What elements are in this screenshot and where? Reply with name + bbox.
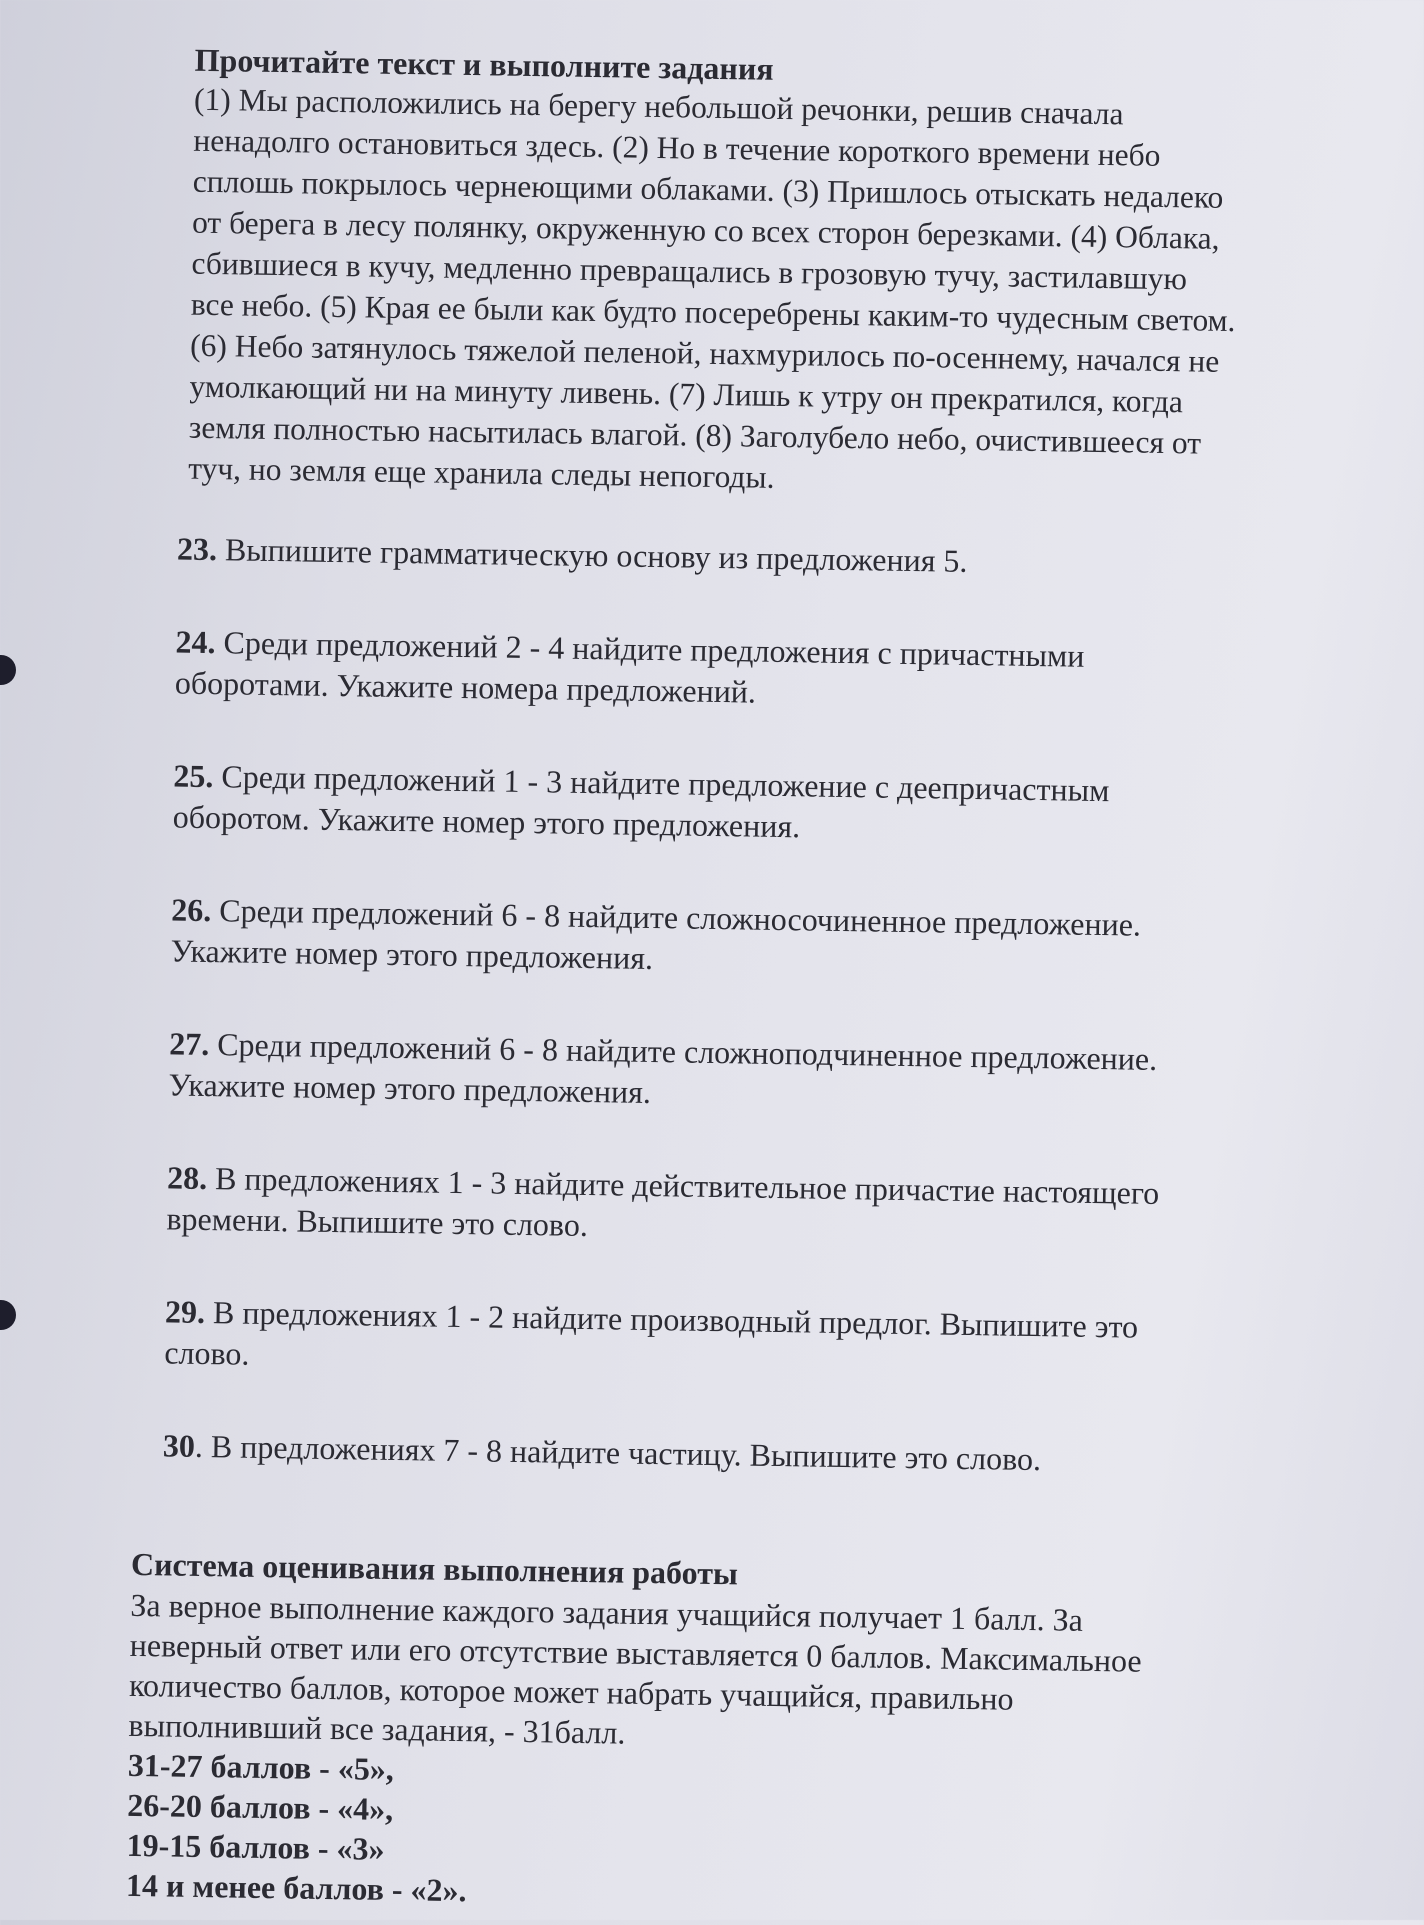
grading-line: количество баллов, которое может набрать учащийся, правильно (128, 1666, 1014, 1717)
passage-line: (1) Мы расположились на берегу небольшой речонки, решив сначала (193, 81, 1124, 132)
task-text: Укажите номер этого предложения. (168, 1066, 652, 1110)
task-number: 26. (171, 891, 212, 929)
passage-line: земля полностью насытилась влагой. (8) Заголубело небо, очистившееся от (188, 409, 1202, 461)
task-number: 27. (168, 1025, 210, 1063)
grade-scale-item: 19-15 баллов - «3» (126, 1826, 385, 1867)
task-24 (175, 621, 1406, 722)
task-text: Среди предложений 6 - 8 найдите сложноподчиненное предложение. (208, 1026, 1158, 1077)
passage-line: от берега в лесу полянку, окруженную со всех сторон березками. (4) Облака, (191, 204, 1220, 256)
grade-scale-item: 31-27 баллов - «5», (127, 1746, 395, 1788)
passage-line: туч, но земля еще хранила следы непогоды. (188, 450, 775, 495)
worksheet-page (121, 40, 1400, 1919)
task-text: Среди предложений 6 - 8 найдите сложносочиненное предложение. (211, 892, 1142, 943)
task-number: 25. (173, 757, 214, 795)
task-number: 30 (162, 1427, 196, 1464)
passage-line: все небо. (5) Края ее были как будто посеребрены каким-то чудесным светом. (190, 286, 1236, 339)
task-number: 29. (164, 1293, 206, 1331)
task-text: Выпишите грамматическую основу из предложения 5. (216, 531, 968, 579)
task-28 (166, 1157, 1397, 1258)
passage-heading: Прочитайте текст и выполните задания (194, 41, 774, 87)
passage-line: сбившиеся в кучу, медленно превращались в грозовую тучу, застилавшую (191, 245, 1188, 297)
task-text: В предложениях 1 - 2 найдите производный предлог. Выпишите это (204, 1294, 1139, 1345)
task-25 (172, 755, 1403, 856)
task-text: Среди предложений 2 - 4 найдите предложения с причастными (215, 624, 1085, 674)
grading-heading: Система оценивания выполнения работы (130, 1545, 739, 1592)
passage-line: сплошь покрылось чернеющими облаками. (3) Пришлось отыскать недалеко (192, 163, 1224, 215)
task-text: слово. (164, 1334, 250, 1372)
task-text: оборотом. Укажите номер этого предложения. (172, 798, 801, 845)
task-list (162, 528, 1407, 1537)
task-23 (177, 528, 1407, 588)
task-text: времени. Выпишите это слово. (166, 1200, 589, 1244)
task-text: оборотами. Укажите номера предложений. (174, 664, 757, 710)
grading-line: неверный ответ или его отсутствие выставляется 0 баллов. Максимальное (129, 1626, 1142, 1679)
passage-line: ненадолго остановиться здесь. (2) Но в течение короткого времени небо (193, 122, 1161, 173)
grade-scale-item: 14 и менее баллов - «2». (125, 1866, 467, 1909)
task-30 (163, 1425, 1393, 1485)
task-number: 23. (176, 530, 218, 568)
passage-line: (6) Небо затянулось тяжелой пеленой, нахмурилось по-осеннему, начался не (189, 327, 1220, 379)
grading-section (126, 1545, 1362, 1924)
task-number: 24. (175, 623, 216, 661)
binder-hole-bottom (0, 1300, 16, 1330)
grading-line: За верное выполнение каждого задания учащийся получает 1 балл. За (130, 1586, 1084, 1638)
task-text: . В предложениях 7 - 8 найдите частицу. Выпишите это слово. (194, 1427, 1042, 1478)
task-text: Среди предложений 1 - 3 найдите предложение с деепричастным (213, 758, 1110, 809)
grading-line: выполнивший все задания, - 31балл. (128, 1706, 626, 1751)
task-27 (168, 1023, 1399, 1124)
task-29 (164, 1291, 1395, 1392)
reading-passage (188, 41, 1424, 508)
passage-line: умолкающий ни на минуту ливень. (7) Лишь к утру он прекратился, когда (189, 368, 1184, 420)
task-number: 28. (166, 1159, 208, 1197)
task-text: Укажите номер этого предложения. (170, 932, 654, 977)
grade-scale-item: 26-20 баллов - «4», (126, 1786, 394, 1828)
task-26 (170, 889, 1401, 990)
task-text: В предложениях 1 - 3 найдите действительное причастие настоящего (206, 1160, 1160, 1211)
binder-hole-top (0, 655, 16, 685)
